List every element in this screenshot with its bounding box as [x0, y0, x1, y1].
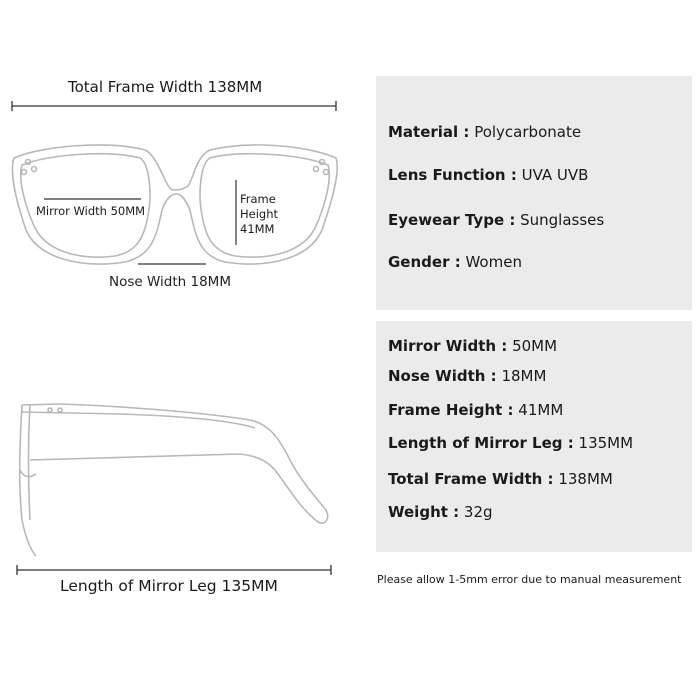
mirror-leg-dimension-line — [17, 565, 331, 575]
spec-row-frame-height — [388, 401, 563, 419]
spec-value: Polycarbonate — [474, 123, 582, 141]
spec-row-weight — [388, 503, 493, 521]
spec-value: Women — [465, 253, 522, 271]
frame-height-label-line1: Frame — [240, 192, 276, 206]
measurements-panel — [376, 321, 692, 552]
spec-value: 18MM — [501, 367, 547, 385]
measurement-note: Please allow 1-5mm error due to manual measurement — [377, 573, 682, 586]
spec-value: UVA UVB — [521, 166, 589, 184]
spec-value: 138MM — [558, 470, 613, 488]
spec-row-nose-width — [388, 367, 546, 385]
product-info-panel — [376, 76, 692, 310]
spec-row-mirror-leg — [388, 434, 633, 452]
spec-key: Lens Function : — [388, 166, 517, 184]
spec-key: Material : — [388, 123, 470, 141]
nose-width-label: Nose Width 18MM — [109, 274, 231, 290]
mirror-leg-label: Length of Mirror Leg 135MM — [60, 577, 278, 595]
spec-key: Gender : — [388, 253, 461, 271]
spec-key: Nose Width : — [388, 367, 497, 385]
frame-height-label-line2: Height — [240, 207, 279, 221]
spec-value: 135MM — [578, 434, 634, 452]
mirror-width-label: Mirror Width 50MM — [36, 204, 146, 218]
spec-key: Weight : — [388, 503, 460, 521]
total-frame-width-label: Total Frame Width 138MM — [68, 78, 263, 96]
glasses-side-view — [20, 404, 328, 556]
total-width-dimension-line — [12, 101, 336, 111]
spec-key: Eyewear Type : — [388, 211, 516, 229]
spec-key: Mirror Width : — [388, 337, 508, 355]
frame-height-label-line3: 41MM — [240, 222, 275, 236]
spec-value: 50MM — [512, 337, 558, 355]
spec-value: Sunglasses — [520, 211, 605, 229]
spec-key: Length of Mirror Leg : — [388, 434, 574, 452]
spec-row-material — [388, 123, 581, 141]
spec-row-lens-function — [388, 166, 588, 184]
frame-height-label — [240, 192, 278, 237]
spec-row-eyewear-type — [388, 211, 604, 229]
spec-value: 32g — [463, 503, 493, 521]
spec-key: Total Frame Width : — [388, 470, 554, 488]
spec-value: 41MM — [518, 401, 564, 419]
spec-row-gender — [388, 253, 522, 271]
spec-key: Frame Height : — [388, 401, 514, 419]
spec-row-mirror-width — [388, 337, 557, 355]
spec-row-total-frame-width — [388, 470, 613, 488]
